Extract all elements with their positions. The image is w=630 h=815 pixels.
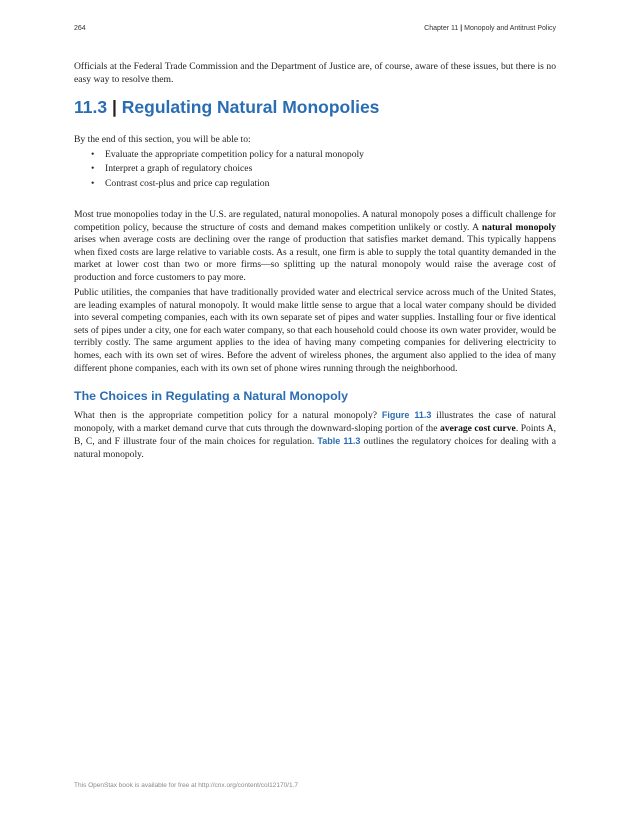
paragraph-text: Most true monopolies today in the U.S. are regulated, natural monopolies. A natural monopoly poses a difficult challenge for competition policy, because the structure of costs and demand makes competition unlikely or costly. A <box>74 209 556 233</box>
objective-text: Evaluate the appropriate competition policy for a natural monopoly <box>105 149 364 160</box>
key-term-natural-monopoly: natural monopoly <box>481 221 556 233</box>
bullet-icon: • <box>91 163 95 175</box>
objective-item <box>74 178 556 191</box>
running-chapter-title <box>424 25 556 32</box>
page-footer: This OpenStax book is available for free at http://cnx.org/content/col12170/1.7 <box>74 782 299 789</box>
figure-reference-link[interactable]: Figure 11.3 <box>381 410 432 420</box>
section-title: Regulating Natural Monopolies <box>121 97 380 117</box>
section-separator: | <box>111 97 117 117</box>
paragraph-public-utilities: Public utilities, the companies that have traditionally provided water and electrical service across much of the United States, are leading examples of natural monopoly. It would make little sense to argue that a local water company should be divided into several competing companies, each with its own separate set of pipes and water supplies. Installing four or five identical sets of pipes under a city, one for each water company, so that each household could choose its own water provider, would be terribly costly. The same argument applies to the idea of having many competing companies for delivering electricity to homes, each with its own set of wires. Before the advent of wireless phones, the argument also applied to the idea of many different phone companies, each with its own set of phone wires running through the neighborhood. <box>74 287 556 374</box>
page-number: 264 <box>74 25 86 32</box>
key-term-average-cost-curve: average cost curve <box>439 422 516 434</box>
paragraph-text: . Points A, B, C, and F illustrate four of the main choices for regulation. <box>74 422 556 448</box>
header-separator: | <box>460 25 463 32</box>
paragraph-text: outlines the regulatory choices for dealing with a natural monopoly. <box>74 436 557 460</box>
paragraph-natural-monopoly-definition <box>74 209 556 285</box>
objective-text: Contrast cost-plus and price cap regulation <box>105 177 270 189</box>
section-heading <box>74 96 556 118</box>
intro-paragraph: Officials at the Federal Trade Commission and the Department of Justice are, of course, aware of these issues, but there is no easy way to resolve them. <box>74 61 556 85</box>
paragraph-text: What then is the appropriate competition policy for a natural monopoly? <box>74 410 382 421</box>
chapter-title: Monopoly and Antitrust Policy <box>464 25 556 32</box>
objective-item <box>74 149 556 162</box>
paragraph-text: illustrates the case of natural monopoly, with a market demand curve that cuts through the downward-sloping portion of the <box>74 410 556 434</box>
bullet-icon: • <box>91 149 95 160</box>
table-reference-link[interactable]: Table 11.3 <box>317 436 361 447</box>
objective-item <box>74 163 556 176</box>
paragraph-text: arises when average costs are declining over the range of production that satisfies market demand. This typically happens when fixed costs are large relative to variable costs. As a result, one firm is able to supply the total quantity demanded in the market at lower cost than two or more firms—so splitting up the natural monopoly would raise the average cost of production and force customers to pay more. <box>74 234 556 283</box>
bullet-icon: • <box>91 177 95 189</box>
objectives-intro: By the end of this section, you will be able to: <box>74 134 251 145</box>
section-number: 11.3 <box>74 97 108 117</box>
objective-text: Interpret a graph of regulatory choices <box>105 163 253 175</box>
chapter-prefix: Chapter 11 <box>424 25 459 32</box>
subsection-heading: The Choices in Regulating a Natural Monopoly <box>74 389 348 403</box>
paragraph-regulation-choices <box>74 409 556 461</box>
objectives-list <box>74 149 556 192</box>
